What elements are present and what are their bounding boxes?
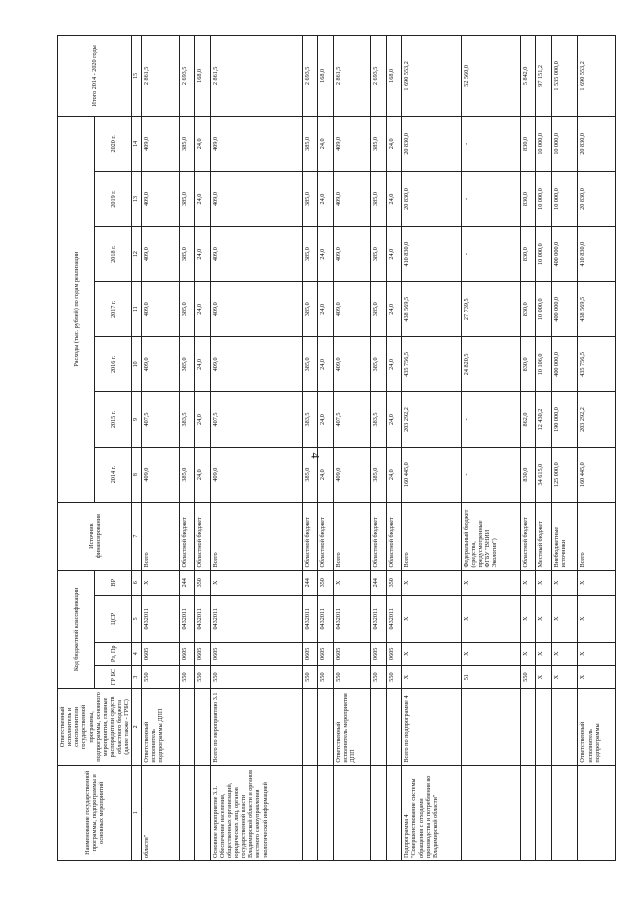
- cell-csr: 0432011: [195, 595, 211, 642]
- cell-total: 168,0: [386, 36, 402, 117]
- cell-name: [536, 765, 552, 860]
- cell-year-value: 24,0: [318, 171, 334, 226]
- cell-year-value: 203 292,2: [402, 392, 461, 447]
- cell-source: Всего: [578, 502, 616, 570]
- cell-year-value: 24,0: [195, 337, 211, 392]
- cell-year-value: 385,0: [302, 337, 318, 392]
- cell-year-value: 409,0: [210, 337, 302, 392]
- header-year: 2019 г.: [95, 171, 132, 226]
- cell-executor: [302, 689, 318, 765]
- cell-year-value: 160 445,0: [402, 447, 461, 502]
- cell-name: [179, 765, 195, 860]
- cell-year-value: 24 820,5: [461, 337, 520, 392]
- cell-vr: Х: [551, 570, 577, 595]
- cell-year-value: 24,0: [318, 337, 334, 392]
- header-budget-code: Код бюджетной классификации: [58, 570, 95, 689]
- table-row: [210, 36, 302, 861]
- column-index: 9: [132, 392, 142, 447]
- cell-year-value: 24,0: [195, 227, 211, 282]
- column-index: 8: [132, 447, 142, 502]
- cell-year-value: 27 739,5: [461, 282, 520, 337]
- column-index: 3: [132, 665, 142, 688]
- cell-source: Местный бюджет: [536, 502, 552, 570]
- cell-vr: 244: [371, 570, 387, 595]
- header-vr: ВР: [95, 570, 132, 595]
- cell-year-value: 10 000,0: [536, 282, 552, 337]
- cell-executor: Всего по подпрограмме 4: [402, 689, 461, 765]
- cell-csr: 0432011: [333, 595, 370, 642]
- cell-year-value: 24,0: [318, 392, 334, 447]
- cell-executor: [520, 689, 536, 765]
- cell-total: 2 861,5: [210, 36, 302, 117]
- cell-year-value: 383,5: [179, 392, 195, 447]
- budget-table: [57, 35, 616, 861]
- header-total: Итого 2014 - 2020 годы: [58, 36, 132, 117]
- cell-year-value: 409,0: [142, 171, 179, 226]
- cell-grbs: 550: [318, 665, 334, 688]
- cell-name: [371, 765, 387, 860]
- cell-grbs: 550: [179, 665, 195, 688]
- cell-csr: 0432011: [210, 595, 302, 642]
- column-index: 11: [132, 282, 142, 337]
- cell-total: 2 861,5: [333, 36, 370, 117]
- cell-year-value: 409,0: [333, 116, 370, 171]
- cell-source: Областной бюджет: [302, 502, 318, 570]
- cell-total: 5 842,0: [520, 36, 536, 117]
- cell-year-value: 410 830,0: [578, 227, 616, 282]
- cell-executor: [179, 689, 195, 765]
- cell-rzpr: 0605: [179, 642, 195, 665]
- cell-grbs: 550: [210, 665, 302, 688]
- cell-year-value: 34 615,0: [536, 447, 552, 502]
- cell-year-value: 409,0: [142, 447, 179, 502]
- cell-year-value: 12 430,2: [536, 392, 552, 447]
- page-number: 4: [308, 452, 323, 459]
- cell-year-value: 385,0: [302, 171, 318, 226]
- cell-year-value: 830,0: [520, 447, 536, 502]
- cell-rzpr: 0605: [371, 642, 387, 665]
- cell-year-value: 409,0: [142, 282, 179, 337]
- cell-total: 1 535 000,0: [551, 36, 577, 117]
- table-row: [302, 36, 318, 861]
- cell-year-value: 24,0: [386, 116, 402, 171]
- cell-source: Областной бюджет: [318, 502, 334, 570]
- cell-executor: [536, 689, 552, 765]
- cell-year-value: 438 569,5: [402, 282, 461, 337]
- cell-rzpr: Х: [461, 642, 520, 665]
- cell-csr: 0432011: [179, 595, 195, 642]
- cell-year-value: 24,0: [318, 227, 334, 282]
- cell-year-value: 24,0: [195, 116, 211, 171]
- cell-rzpr: Х: [551, 642, 577, 665]
- header-year: 2015 г.: [95, 392, 132, 447]
- cell-name: [333, 765, 370, 860]
- cell-rzpr: 0605: [302, 642, 318, 665]
- cell-total: 2 693,5: [179, 36, 195, 117]
- table-row: [195, 36, 211, 861]
- cell-vr: 350: [386, 570, 402, 595]
- table-row: [333, 36, 370, 861]
- cell-year-value: 830,0: [520, 171, 536, 226]
- cell-grbs: 51: [461, 665, 520, 688]
- cell-vr: Х: [578, 570, 616, 595]
- cell-year-value: 385,0: [302, 447, 318, 502]
- cell-source: Федеральный бюджет (средства, предусмотренные ФГБУ "ВНИИ Экология"): [461, 502, 520, 570]
- cell-grbs: 550: [302, 665, 318, 688]
- table-row: [402, 36, 461, 861]
- table-row: [578, 36, 616, 861]
- header-year: 2016 г.: [95, 337, 132, 392]
- cell-vr: Х: [333, 570, 370, 595]
- cell-vr: 244: [179, 570, 195, 595]
- cell-year-value: 10 000,0: [536, 171, 552, 226]
- cell-year-value: 20 830,0: [402, 116, 461, 171]
- cell-total: 168,0: [195, 36, 211, 117]
- cell-year-value: 830,0: [520, 227, 536, 282]
- cell-year-value: 385,0: [302, 227, 318, 282]
- cell-year-value: 409,0: [142, 337, 179, 392]
- cell-year-value: 830,0: [520, 282, 536, 337]
- cell-vr: 244: [302, 570, 318, 595]
- cell-year-value: 20 830,0: [578, 116, 616, 171]
- cell-csr: Х: [551, 595, 577, 642]
- cell-name: [386, 765, 402, 860]
- cell-vr: 350: [318, 570, 334, 595]
- cell-csr: 0432011: [318, 595, 334, 642]
- cell-executor: [551, 689, 577, 765]
- cell-vr: 350: [195, 570, 211, 595]
- cell-executor: [461, 689, 520, 765]
- cell-csr: 0432011: [371, 595, 387, 642]
- cell-grbs: 550: [386, 665, 402, 688]
- cell-year-value: 409,0: [333, 171, 370, 226]
- header-csr: ЦСР: [95, 595, 132, 642]
- table-row: [179, 36, 195, 861]
- header-year: 2020 г.: [95, 116, 132, 171]
- cell-name: Основное мероприятие 3.1. Обеспечение населения, общественных организаций, юридических лиц, органов государственной власти Владимирской области и органов местного самоуправления экологической информацией: [210, 765, 302, 860]
- column-index: 14: [132, 116, 142, 171]
- column-index: 7: [132, 502, 142, 570]
- cell-csr: Х: [402, 595, 461, 642]
- cell-total: 1 690 553,2: [578, 36, 616, 117]
- column-index: 1: [132, 765, 142, 860]
- cell-vr: Х: [142, 570, 179, 595]
- column-index: 4: [132, 642, 142, 665]
- cell-year-value: 385,0: [302, 116, 318, 171]
- cell-source: Всего: [142, 502, 179, 570]
- column-index: 2: [132, 689, 142, 765]
- table-row: [318, 36, 334, 861]
- header-source: Источник финансирования: [58, 502, 132, 570]
- cell-year-value: 385,0: [302, 282, 318, 337]
- cell-year-value: 409,0: [210, 171, 302, 226]
- cell-total: 2 861,5: [142, 36, 179, 117]
- cell-year-value: 400 000,0: [551, 282, 577, 337]
- cell-year-value: 435 756,5: [578, 337, 616, 392]
- cell-total: 2 693,5: [371, 36, 387, 117]
- cell-year-value: 20 830,0: [402, 171, 461, 226]
- cell-year-value: 400 000,0: [551, 337, 577, 392]
- cell-grbs: 550: [142, 665, 179, 688]
- cell-total: 168,0: [318, 36, 334, 117]
- cell-year-value: 830,0: [520, 337, 536, 392]
- cell-year-value: 409,0: [210, 447, 302, 502]
- cell-rzpr: 0605: [386, 642, 402, 665]
- header-name: Наименование государственной программы, подпрограммы и основных мероприятий: [58, 765, 132, 860]
- cell-source: Всего: [402, 502, 461, 570]
- cell-year-value: 385,0: [179, 282, 195, 337]
- cell-rzpr: Х: [520, 642, 536, 665]
- cell-grbs: 550: [333, 665, 370, 688]
- cell-year-value: 385,0: [371, 116, 387, 171]
- cell-year-value: 385,0: [371, 282, 387, 337]
- cell-year-value: 400 000,0: [551, 227, 577, 282]
- cell-year-value: -: [461, 227, 520, 282]
- cell-rzpr: 0605: [318, 642, 334, 665]
- cell-vr: Х: [536, 570, 552, 595]
- table-row: [520, 36, 536, 861]
- cell-grbs: Х: [402, 665, 461, 688]
- cell-year-value: 385,0: [371, 227, 387, 282]
- cell-vr: Х: [520, 570, 536, 595]
- cell-rzpr: 0605: [333, 642, 370, 665]
- table-row: [386, 36, 402, 861]
- budget-table-container: [57, 35, 601, 861]
- cell-year-value: 10 000,0: [536, 227, 552, 282]
- cell-name: [318, 765, 334, 860]
- cell-year-value: 385,0: [371, 171, 387, 226]
- cell-year-value: 10 106,0: [536, 337, 552, 392]
- cell-year-value: 409,0: [210, 116, 302, 171]
- cell-year-value: 24,0: [386, 171, 402, 226]
- cell-year-value: 385,0: [179, 116, 195, 171]
- cell-name: [520, 765, 536, 860]
- cell-year-value: 10 000,0: [551, 116, 577, 171]
- column-index: 15: [132, 36, 142, 117]
- cell-grbs: 550: [371, 665, 387, 688]
- cell-year-value: 24,0: [386, 447, 402, 502]
- cell-name: [551, 765, 577, 860]
- cell-rzpr: Х: [578, 642, 616, 665]
- cell-year-value: 409,0: [333, 227, 370, 282]
- cell-year-value: 10 000,0: [551, 171, 577, 226]
- cell-executor: [386, 689, 402, 765]
- cell-year-value: 190 000,0: [551, 392, 577, 447]
- cell-year-value: 24,0: [386, 227, 402, 282]
- cell-year-value: 24,0: [386, 282, 402, 337]
- header-year: 2018 г.: [95, 227, 132, 282]
- cell-year-value: 409,0: [210, 282, 302, 337]
- cell-rzpr: 0605: [210, 642, 302, 665]
- cell-year-value: 409,0: [333, 337, 370, 392]
- cell-year-value: 385,0: [179, 337, 195, 392]
- cell-year-value: 125 000,0: [551, 447, 577, 502]
- table-row: [371, 36, 387, 861]
- cell-year-value: 407,5: [333, 392, 370, 447]
- header-expenses: Расходы (тыс. рублей) по годам реализации: [58, 116, 95, 502]
- header-rzpr: Рз, Пр: [95, 642, 132, 665]
- cell-year-value: -: [461, 171, 520, 226]
- cell-year-value: 409,0: [142, 227, 179, 282]
- cell-total: 1 690 553,2: [402, 36, 461, 117]
- column-index: 12: [132, 227, 142, 282]
- cell-year-value: 410 830,0: [402, 227, 461, 282]
- cell-source: Областной бюджет: [371, 502, 387, 570]
- table-row: [142, 36, 179, 861]
- cell-csr: Х: [536, 595, 552, 642]
- cell-executor: Всего по мероприятию 3.1: [210, 689, 302, 765]
- cell-name: [195, 765, 211, 860]
- column-index: 13: [132, 171, 142, 226]
- column-index: 5: [132, 595, 142, 642]
- cell-source: Всего: [210, 502, 302, 570]
- cell-csr: 0432011: [142, 595, 179, 642]
- cell-rzpr: 0605: [142, 642, 179, 665]
- column-index: 10: [132, 337, 142, 392]
- table-row: [536, 36, 552, 861]
- cell-csr: Х: [461, 595, 520, 642]
- cell-name: [578, 765, 616, 860]
- cell-rzpr: Х: [402, 642, 461, 665]
- cell-year-value: 24,0: [386, 337, 402, 392]
- cell-year-value: 20 830,0: [578, 171, 616, 226]
- cell-year-value: 407,5: [142, 392, 179, 447]
- cell-year-value: 407,5: [210, 392, 302, 447]
- column-index: 6: [132, 570, 142, 595]
- cell-total: 52 560,0: [461, 36, 520, 117]
- cell-source: Областной бюджет: [520, 502, 536, 570]
- cell-year-value: 435 756,5: [402, 337, 461, 392]
- cell-total: 2 693,5: [302, 36, 318, 117]
- cell-grbs: Х: [578, 665, 616, 688]
- cell-year-value: 10 000,0: [536, 116, 552, 171]
- cell-year-value: 383,5: [371, 392, 387, 447]
- cell-name: Подпрограмма 4 "Совершенствование системы обращения с отходами производства и потребления во Владимирской области": [402, 765, 461, 860]
- cell-year-value: 385,0: [179, 447, 195, 502]
- cell-csr: 0432011: [302, 595, 318, 642]
- cell-year-value: 24,0: [318, 116, 334, 171]
- cell-source: Всего: [333, 502, 370, 570]
- cell-year-value: 385,0: [371, 447, 387, 502]
- header-executor: Ответственный исполнитель и соисполнители государственной программы, подпрограммы, основного мероприятия, главные распорядители средств областного бюджета (далее также - ГРБС): [58, 689, 132, 765]
- cell-year-value: 160 445,0: [578, 447, 616, 502]
- cell-rzpr: Х: [536, 642, 552, 665]
- cell-source: Областной бюджет: [195, 502, 211, 570]
- cell-year-value: 24,0: [195, 392, 211, 447]
- cell-name: [302, 765, 318, 860]
- cell-executor: Ответственный исполнитель подпрограммы ДПП: [142, 689, 179, 765]
- cell-grbs: Х: [551, 665, 577, 688]
- header-year: 2014 г.: [95, 447, 132, 502]
- table-row: [551, 36, 577, 861]
- cell-year-value: 24,0: [195, 282, 211, 337]
- cell-csr: Х: [520, 595, 536, 642]
- cell-year-value: 24,0: [195, 171, 211, 226]
- cell-executor: Ответственный исполнитель подпрограммы: [578, 689, 616, 765]
- cell-csr: Х: [578, 595, 616, 642]
- cell-year-value: 409,0: [333, 282, 370, 337]
- cell-year-value: 830,0: [520, 116, 536, 171]
- cell-year-value: 385,0: [371, 337, 387, 392]
- header-grbs: ГР БС: [95, 665, 132, 688]
- cell-year-value: 24,0: [195, 447, 211, 502]
- cell-name: области": [142, 765, 179, 860]
- cell-year-value: 862,0: [520, 392, 536, 447]
- cell-source: Областной бюджет: [386, 502, 402, 570]
- cell-year-value: -: [461, 392, 520, 447]
- table-row: [461, 36, 520, 861]
- cell-year-value: -: [461, 116, 520, 171]
- cell-year-value: 24,0: [318, 282, 334, 337]
- cell-executor: [195, 689, 211, 765]
- cell-csr: 0432011: [386, 595, 402, 642]
- cell-vr: Х: [461, 570, 520, 595]
- cell-year-value: 385,0: [179, 171, 195, 226]
- cell-rzpr: 0605: [195, 642, 211, 665]
- cell-year-value: -: [461, 447, 520, 502]
- cell-source: Внебюджетные источники: [551, 502, 577, 570]
- cell-grbs: 550: [520, 665, 536, 688]
- cell-grbs: Х: [536, 665, 552, 688]
- cell-year-value: 24,0: [386, 392, 402, 447]
- cell-executor: [371, 689, 387, 765]
- cell-year-value: 409,0: [210, 227, 302, 282]
- header-year: 2017 г.: [95, 282, 132, 337]
- cell-vr: Х: [402, 570, 461, 595]
- cell-grbs: 550: [195, 665, 211, 688]
- rotated-table: [57, 35, 601, 861]
- cell-executor: Ответственный исполнитель мероприятия ДПП: [333, 689, 370, 765]
- cell-year-value: 438 569,5: [578, 282, 616, 337]
- cell-name: [461, 765, 520, 860]
- cell-vr: Х: [210, 570, 302, 595]
- cell-year-value: 385,0: [179, 227, 195, 282]
- cell-year-value: 24,0: [318, 447, 334, 502]
- cell-year-value: 383,5: [302, 392, 318, 447]
- cell-year-value: 409,0: [142, 116, 179, 171]
- budget-table-body: [142, 36, 616, 861]
- cell-total: 97 151,2: [536, 36, 552, 117]
- cell-year-value: 409,0: [333, 447, 370, 502]
- cell-executor: [318, 689, 334, 765]
- column-index-row: [132, 36, 142, 861]
- cell-source: Областной бюджет: [179, 502, 195, 570]
- cell-year-value: 203 292,2: [578, 392, 616, 447]
